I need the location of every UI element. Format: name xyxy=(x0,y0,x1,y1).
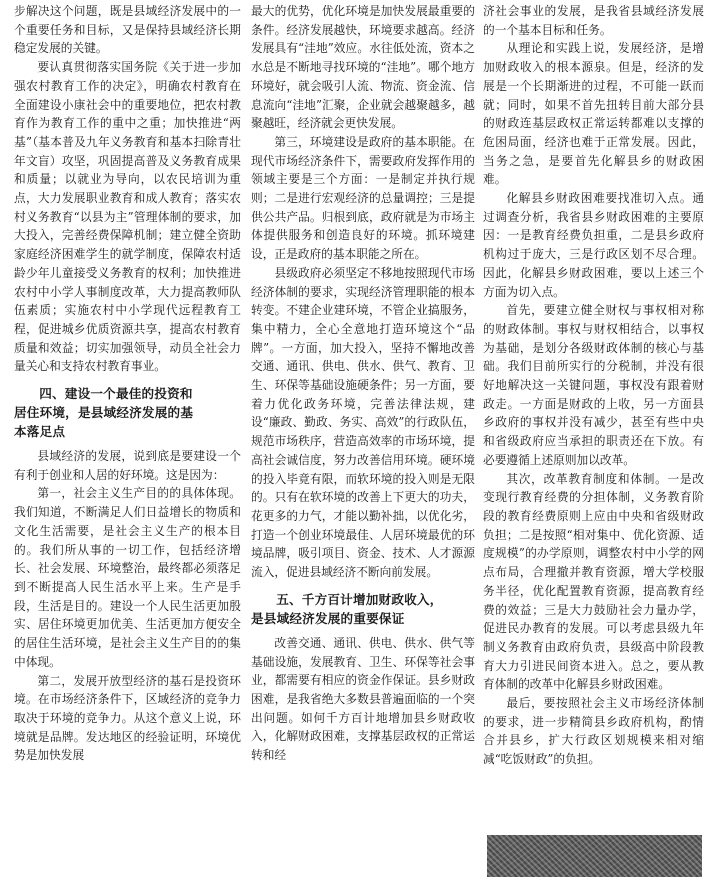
section-heading-line: 五、千方百计增加财政收入， xyxy=(276,591,443,607)
section-heading-line: 是县域经济发展的重要保证 xyxy=(251,610,405,626)
paragraph: 从理论和实践上说，发展经济，是增加财政收入的根本源泉。但是，经济的发展是一个长期渐进的过程，不可能一跃而就；同时，如果不首先扭转目前大部分县的财政连基层政权正常运转都难以支撑的危困局面，经济也难于正常发展。因此，当务之急，是要首先化解县乡的财政困难。 xyxy=(483,41,704,187)
column-1 xyxy=(14,2,241,765)
paragraph: 最大的优势，优化环境是加快发展最重要的条件。经济发展越快，环境要求越高。经济发展具有“洼地”效应。水往低处流，资本之水总是不断地寻找环境的“洼地”。哪个地方环境好，就会吸引人流、物流、资金流、信息流向“洼地”汇聚，企业就会越聚越多，越聚越旺，经济就会更快发展。 xyxy=(251,4,475,131)
paragraph: 第二，发展开放型经济的基石是投资环境。在市场经济条件下，区域经济的竞争力取决于环境的竞争力。从这个意义上说，环境就是品牌。发达地区的经验证明，环境优势是加快发展 xyxy=(14,673,241,763)
paragraph: 改善交通、通讯、供电、供水、供气等基础设施，发展教育、卫生、环保等社会事业，都需要有相应的资金作保证。县乡财政困难，是我省绝大多数县普遍面临的一个突出问题。如何千方百计地增加县乡财政收入，化解财政困难，支撑基层政权的正常运转和经 xyxy=(251,635,475,763)
paragraph: 化解县乡财政困难要找准切入点。通过调查分析，我省县乡财政困难的主要原因：一是教育经费负担重，二是县乡政府机构过于庞大，三是行政区划不尽合理。因此，化解县乡财政困难，要以上述三个方面为切入点。 xyxy=(483,191,704,299)
paragraph: 最后，要按照社会主义市场经济体制的要求，进一步精简县乡政府机构，酌情合并县乡，扩大行政区划规模来相对缩减“吃饭财政”的负担。 xyxy=(483,696,704,767)
decorative-scribble-mark xyxy=(487,835,702,877)
section-heading-line: 本落足点 xyxy=(14,424,66,440)
paragraph: 首先，要建立健全财权与事权相对称的财政体制。事权与财权相结合，以事权为基础，是划分各级财政体制的核心与基础。我们目前所实行的分税制，并没有很好地解决这一关键问题，事权没有跟着财政走。一方面是财政的上收，另一方面县乡政府的事权并没有减少，甚至有些中央和省级政府应当承担的职责还在下放。有必要遵循上述原则加以改革。 xyxy=(483,303,704,467)
paragraph: 要认真贯彻落实国务院《关于进一步加强农村教育工作的决定》，明确农村教育在全面建设小康社会中的重要地位，把农村教育作为教育工作的重中之重；加快推进“两基”（基本普及九年义务教育和基本扫除青壮年文盲）攻坚，巩固提高普及义务教育成果和质量；以就业为导向，以农民培训为重点，大力发展职业教育和成人教育；落实农村义务教育“以县为主”管理体制的要求，加大投入，完善经费保障机制；建立健全资助家庭经济困难学生的就学制度，保障农村适龄少年儿童接受义务教育的权利；加快推进农村中小学人事制度改革，大力提高教师队伍素质；实施农村中小学现代远程教育工程，促进城乡优质资源共享，提高农村教育质量和效益；切实加强领导，动员全社会力量关心和支持农村教育事业。 xyxy=(14,60,241,374)
paragraph: 第三，环境建设是政府的基本职能。在现代市场经济条件下，需要政府发挥作用的领域主要是三个方面：一是制定并执行规则；二是进行宏观经济的总量调控；三是提供公共产品。归根到底，政府就是为市场主体提供服务和创造良好的环境。抓环境建设，正是政府的基本职能之所在。 xyxy=(251,134,475,262)
column-2 xyxy=(251,2,475,765)
column-3 xyxy=(483,2,704,769)
paragraph: 第一，社会主义生产目的的具体体现。我们知道，不断满足人们日益增长的物质和文化生活需要，是社会主义生产的根本目的。我们所从事的一切工作，包括经济增长、社会发展、环境整治，最终都必须落足到不断提高人民生活水平上来。生产是手段，生活是目的。建设一个人民生活更加殷实、居住环境更加优美、生活更加方便安全的居住生活环境，是社会主义生产目的的集中体现。 xyxy=(14,486,241,669)
paragraph: 其次，改革教育制度和体制。一是改变现行教育经费的分担体制，义务教育阶段的教育经费原则上应由中央和省级财政负担；二是按照“相对集中、优化资源、适度规模”的办学原则，调整农村中小学的网点布局，合理撤并教育资源，增大学校服务半径，优化配置教育资源，提高教育经费的效益；三是大力鼓励社会力量办学，促进民办教育的发展。可以考虑县级九年制义务教育由政府负责，县级高中阶段教育大力引进民间资本进入。总之，要从教育体制的改革中化解县乡财政困难。 xyxy=(483,471,704,692)
paragraph: 县级政府必须坚定不移地按照现代市场经济体制的要求，实现经济管理职能的根本转变。不建企业建环境，不管企业搞服务，集中精力，全心全意地打造环境这个“品牌”。一方面，加大投入，坚持不懈地改善交通、通讯、供电、供水、供气、教育、卫生、环保等基础设施硬条件；另一方面，要着力优化政务环境，完善法律法规，建设“廉政、勤政、务实、高效”的行政队伍，规范市场秩序，营造高效率的市场环境，提高社会诚信度，努力改善信用环境。硬环境的投入毕竟有限，而软环境的投入则是无限的。只有在软环境的改善上下更大的功夫，花更多的力气，才能以勤补拙，以优化劣，打造一个创业环境最佳、人居环境最优的环境品牌，吸引项目、资金、技术、人才源源流入，促进县域经济不断向前发展。 xyxy=(251,265,475,580)
section-heading-line: 四、建设一个最佳的投资和 xyxy=(39,386,193,402)
paragraph: 步解决这个问题，既是县域经济发展中的一个重要任务和目标，又是保持县域经济长期稳定发展的关键。 xyxy=(14,4,241,56)
section-heading xyxy=(14,384,241,441)
section-heading xyxy=(251,590,475,628)
paragraph: 县域经济的发展，说到底是要建设一个有利于创业和人居的好环境。这是因为： xyxy=(14,449,241,482)
section-heading-line: 居住环境，是县域经济发展的基 xyxy=(14,405,194,421)
paragraph: 济社会事业的发展，是我省县域经济发展的一个基本目标和任务。 xyxy=(483,4,704,37)
